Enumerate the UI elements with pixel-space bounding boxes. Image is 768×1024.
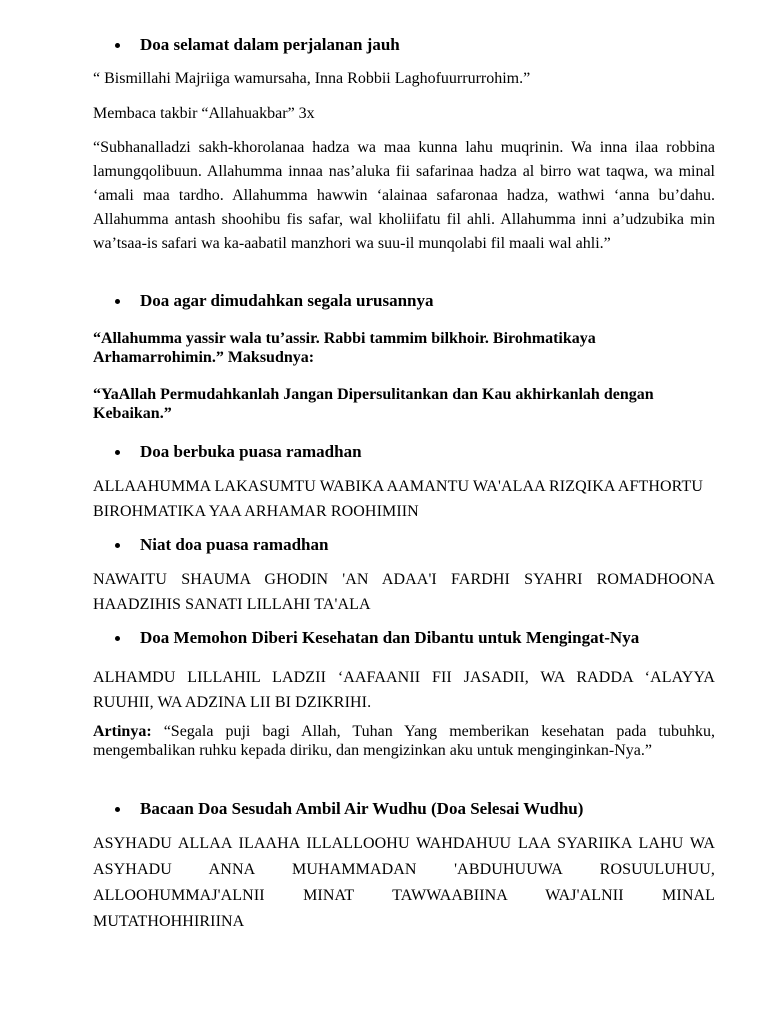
paragraph-alhamdu: ALHAMDU LILLAHIL LADZII ‘AAFAANII FII JASADII, WA RADDA ‘ALAYYA RUUHII, WA ADZINA LII BI DZIKRIHI. — [93, 669, 715, 711]
heading-text: Doa selamat dalam perjalanan jauh — [140, 35, 400, 54]
paragraph-maksudnya: “YaAllah Permudahkanlah Jangan Dipersulitankan dan Kau akhirkanlah dengan Kebaikan.” — [93, 386, 654, 422]
bullet-icon — [115, 450, 120, 455]
document-page — [93, 0, 715, 1024]
heading-text: Doa Memohon Diberi Kesehatan dan Dibantu untuk Mengingat-Nya — [140, 628, 640, 647]
bullet-icon — [115, 807, 120, 812]
bullet-icon — [115, 636, 120, 641]
artinya-text: “Segala puji bagi Allah, Tuhan Yang memberikan kesehatan pada tubuhku, mengembalikan ruhku kepada diriku, dan mengizinkan aku untuk menginginkan-Nya.” — [93, 723, 715, 759]
heading-text: Doa berbuka puasa ramadhan — [140, 442, 362, 461]
paragraph-subhanalladzi: “Subhanalladzi sakh-khorolanaa hadza wa maa kunna lahu muqrinin. Wa inna ilaa robbina lamungqolibuun. Allahumma innaa nas’aluka fii safarinaa hadza al birro wat taqwa, wa minal ‘amali maa tardho. Allahumma hawwin ‘alainaa safaronaa hadza, wathwi ‘anna bu’dahu. Allahumma antash shoohibu fis safar, wal kholiifatu fil ahli. Allahumma inni a’udzubika min wa’tsaa-is safari wa ka-aabatil manzhori wa suu-il munqolabi fil maali wal ahli.” — [93, 139, 715, 252]
paragraph-asyhadu: ASYHADU ALLAA ILAAHA ILLALLOOHU WAHDAHUU LAA SYARIIKA LAHU WA ASYHADU ANNA MUHAMMADAN 'ABDUHUUWA ROSUULUHUU, ALLOOHUMMAJ'ALNII MINAT TAWWAABIINA WAJ'ALNII MINAL MUTATHOHHIRIINA — [93, 835, 715, 930]
bullet-icon — [115, 299, 120, 304]
paragraph-berbuka: ALLAAHUMMA LAKASUMTU WABIKA AAMANTU WA'ALAA RIZQIKA AFTHORTU BIROHMATIKA YAA ARHAMAR ROOHIMIIN — [93, 478, 704, 520]
paragraph-artinya — [93, 722, 715, 760]
bullet-icon — [115, 43, 120, 48]
heading-text: Niat doa puasa ramadhan — [140, 535, 329, 554]
paragraph-niat: NAWAITU SHAUMA GHODIN 'AN ADAA'I FARDHI SYAHRI ROMADHOONA HAADZIHIS SANATI LILLAHI TA'ALA — [93, 571, 715, 613]
artinya-label: Artinya: — [93, 723, 152, 740]
heading-text: Doa agar dimudahkan segala urusannya — [140, 291, 434, 310]
paragraph-bismillahi: “ Bismillahi Majriiga wamursaha, Inna Robbii Laghofuurrurrohim.” — [93, 70, 531, 87]
paragraph-allahumma-yassir: “Allahumma yassir wala tu’assir. Rabbi tammim bilkhoir. Birohmatikaya Arhamarrohimin.” Maksudnya: — [93, 330, 596, 366]
heading-text: Bacaan Doa Sesudah Ambil Air Wudhu (Doa Selesai Wudhu) — [140, 799, 584, 818]
paragraph-takbir: Membaca takbir “Allahuakbar” 3x — [93, 105, 315, 122]
bullet-icon — [115, 543, 120, 548]
